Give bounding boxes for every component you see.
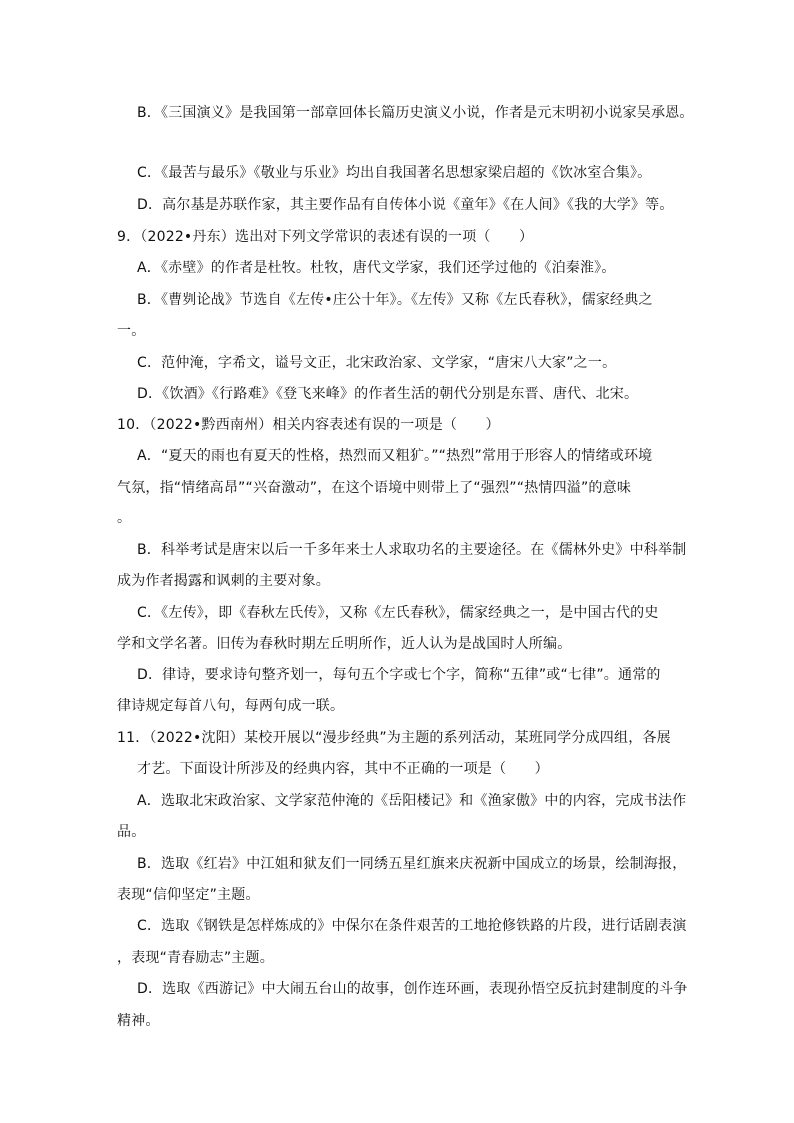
option-a-q9: A．《赤壁》的作者是杜牧。杜牧，唐代文学家，我们还学过他的《泊秦淮》。 <box>137 260 616 276</box>
option-b-q10-continued: 成为作者揭露和讽刺的主要对象。 <box>117 573 330 589</box>
option-c-q11: C．选取《钢铁是怎样炼成的》中保尔在条件艰苦的工地抢修铁路的片段，进行话剧表演 <box>137 918 687 934</box>
option-b-q8: B．《三国演义》是我国第一部章回体长篇历史演义小说，作者是元末明初小说家吴承恩。 <box>137 105 694 121</box>
option-b-q10: B．科举考试是唐宋以后一千多年来士人求取功名的主要途径。在《儒林外史》中科举制 <box>137 542 687 558</box>
option-c-q11-continued: ，表现“青春励志”主题。 <box>117 950 274 966</box>
option-d-q9: D．《饮酒》《行路难》《登飞来峰》的作者生活的朝代分别是东晋、唐代、北宋。 <box>137 386 639 402</box>
option-c-q9: C．范仲淹，字希文，谥号文正，北宋政治家、文学家，“唐宋八大家”之一。 <box>137 355 617 371</box>
option-c-q8: C．《最苦与最乐》《敬业与乐业》均出自我国著名思想家梁启超的《饮冰室合集》。 <box>137 165 652 181</box>
option-d-q10-continued: 律诗规定每首八句，每两句成一联。 <box>117 698 345 714</box>
option-d-q10: D．律诗，要求诗句整齐划一，每句五个字或七个字，简称“五律”或“七律”。通常的 <box>137 667 661 683</box>
option-d-q11-continued: 精神。 <box>117 1013 160 1029</box>
option-c-q10-continued: 学和文学名著。旧传为春秋时期左丘明所作，近人认为是战国时人所编。 <box>117 636 572 652</box>
option-a-q10-continued: 气氛，指“情绪高昂”“兴奋激动”，在这个语境中则带上了“强烈”“热情四溢”的意味 <box>117 480 632 496</box>
option-c-q10: C．《左传》，即《春秋左氏传》，又称《左氏春秋》，儒家经典之一，是中国古代的史 <box>137 605 659 621</box>
option-a-q11-continued: 品。 <box>117 824 146 840</box>
question-10-stem: 10．（2022•黔西南州）相关内容表述有误的一项是（ ） <box>117 417 500 433</box>
option-b-q11-continued: 表现“信仰坚定”主题。 <box>117 887 260 903</box>
option-b-q11: B．选取《红岩》中江姐和狱友们一同绣五星红旗来庆祝新中国成立的场景，绘制海报， <box>137 856 687 872</box>
option-a-q10: A．“夏天的雨也有夏天的性格，热烈而又粗犷。”“热烈”常用于形容人的情绪或环境 <box>137 448 653 464</box>
option-a-q10-period: 。 <box>117 510 132 526</box>
question-9-stem: 9．（2022•丹东）选出对下列文学常识的表述有误的一项（ ） <box>117 229 534 245</box>
question-11-stem: 11．（2022•沈阳）某校开展以“漫步经典”为主题的系列活动，某班同学分成四组，各展 <box>117 730 671 746</box>
option-d-q11: D．选取《西游记》中大闹五台山的故事，创作连环画，表现孙悟空反抗封建制度的斗争 <box>137 981 688 997</box>
question-11-stem-continued: 才艺。下面设计所涉及的经典内容，其中不正确的一项是（ ） <box>137 761 549 777</box>
option-d-q8: D．高尔基是苏联作家，其主要作品有自传体小说《童年》《在人间》《我的大学》等。 <box>137 197 674 213</box>
option-b-q9: B．《曹刿论战》节选自《左传•庄公十年》。《左传》又称《左氏春秋》，儒家经典之 <box>137 292 653 308</box>
option-a-q11: A．选取北宋政治家、文学家范仲淹的《岳阳楼记》和《渔家傲》中的内容，完成书法作 <box>137 793 687 809</box>
option-b-q9-continued: 一。 <box>117 323 146 339</box>
